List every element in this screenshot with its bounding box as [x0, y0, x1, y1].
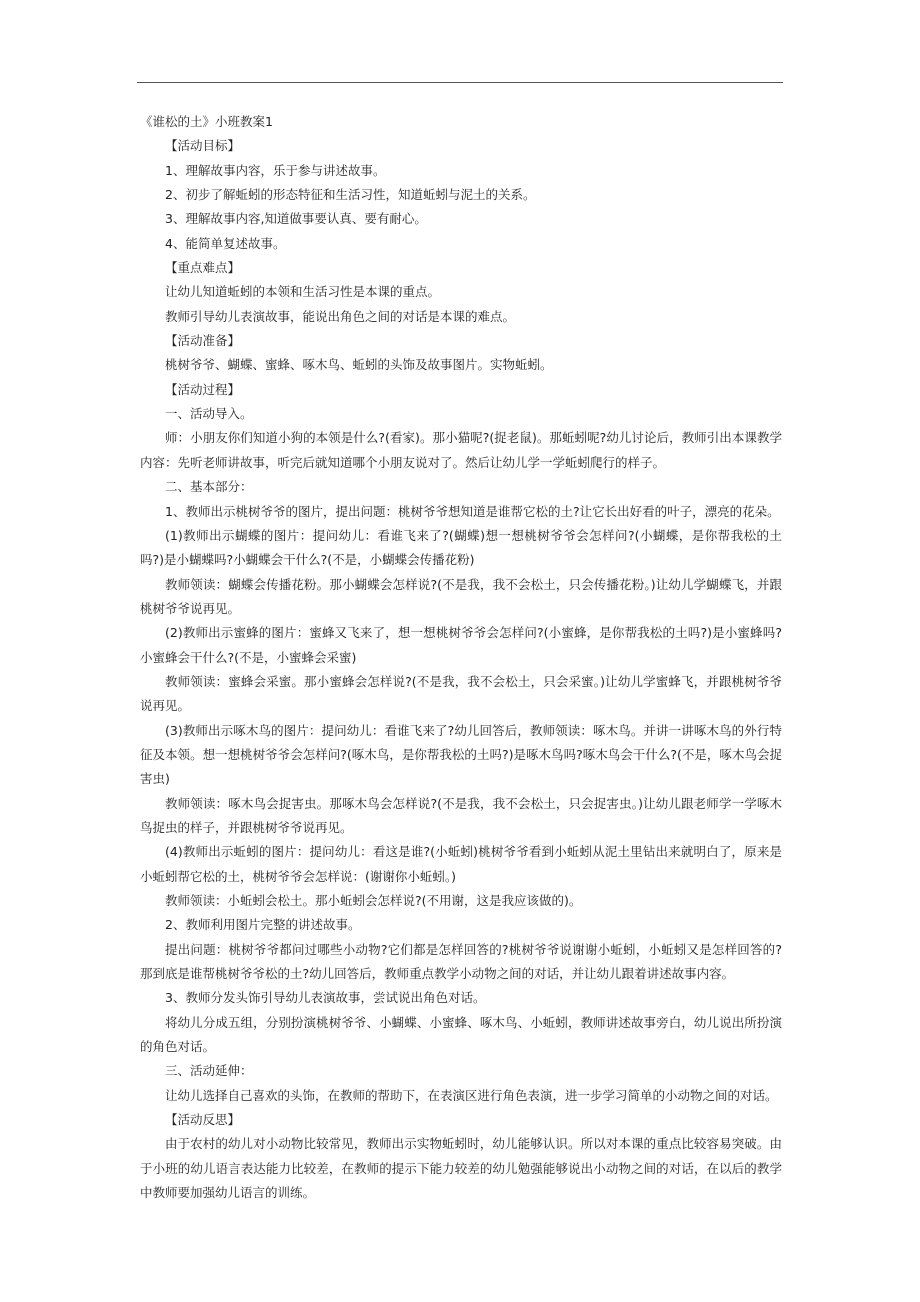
paragraph: 2、教师利用图片完整的讲述故事。: [165, 917, 361, 933]
paragraph: 教师领读：啄木鸟会捉害虫。那啄木鸟会怎样说?(不是我，我不会松土，只会捉害虫。)让幼儿跟老师学一学啄木鸟捉虫的样子，并跟桃树爷爷说再见。: [140, 795, 782, 835]
heading-reflection: 【活动反思】: [165, 1112, 241, 1128]
paragraph: 三、活动延伸：: [165, 1063, 253, 1079]
paragraph: 3、理解故事内容,知道做事要认真、要有耐心。: [165, 211, 427, 227]
paragraph: 让幼儿知道蚯蚓的本领和生活习性是本课的重点。: [165, 284, 441, 300]
paragraph: 让幼儿选择自己喜欢的头饰，在教师的帮助下，在表演区进行角色表演，进一步学习简单的小动物之间的对话。: [165, 1087, 778, 1103]
paragraph: 将幼儿分成五组，分别扮演桃树爷爷、小蝴蝶、小蜜蜂、啄木鸟、小蚯蚓，教师讲述故事旁白，幼儿说出所扮演的角色对话。: [140, 1014, 782, 1055]
heading-key-points: 【重点难点】: [165, 260, 241, 276]
paragraph: 由于农村的幼儿对小动物比较常见，教师出示实物蚯蚓时，幼儿能够认识。所以对本课的重点比较容易突破。由于小班的幼儿语言表达能力比较差，在教师的提示下能力较差的幼儿勉强能够说出小动物之间的对话，在以后的教学中教师要加强幼儿语言的训练。: [140, 1136, 782, 1201]
paragraph: 提出问题：桃树爷爷都问过哪些小动物?它们都是怎样回答的?桃树爷爷说谢谢小蚯蚓，小蚯蚓又是怎样回答的?那到底是谁帮桃树爷爷松的土?幼儿回答后，教师重点教学小动物之间的对话，并让幼儿跟着讲述故事内容。: [140, 941, 782, 982]
paragraph: 教师引导幼儿表演故事，能说出角色之间的对话是本课的难点。: [165, 308, 516, 324]
header-rule: [137, 82, 783, 83]
paragraph: 4、能简单复述故事。: [165, 235, 286, 251]
paragraph: 3、教师分发头饰引导幼儿表演故事，尝试说出角色对话。: [165, 990, 486, 1006]
paragraph: 1、理解故事内容，乐于参与讲述故事。: [165, 162, 386, 178]
paragraph: (2)教师出示蜜蜂的图片：蜜蜂又飞来了，想一想桃树爷爷会怎样问?(小蜜蜂，是你帮我松的土吗?)是小蜜蜂吗?小蜜蜂会干什么?(不是，小蜜蜂会采蜜): [140, 625, 782, 665]
paragraph: 教师领读：蝴蝶会传播花粉。那小蝴蝶会怎样说?(不是我，我不会松土，只会传播花粉。)让幼儿学蝴蝶飞，并跟桃树爷爷说再见。: [140, 576, 782, 616]
paragraph: 二、基本部分：: [165, 479, 253, 495]
document-title: 《谁松的土》小班教案1: [140, 114, 273, 129]
document-body: [140, 110, 782, 1205]
paragraph: 师：小朋友你们知道小狗的本领是什么?(看家)。那小猫呢?(捉老鼠)。那蚯蚓呢?幼儿讨论后，教师引出本课教学内容：先听老师讲故事，听完后就知道哪个小朋友说对了。然后让幼儿学一学蚯蚓爬行的样子。: [140, 430, 782, 470]
paragraph: 2、初步了解蚯蚓的形态特征和生活习性，知道蚯蚓与泥土的关系。: [165, 187, 536, 203]
paragraph: 教师领读：小蚯蚓会松土。那小蚯蚓会怎样说?(不用谢，这是我应该做的)。: [165, 893, 582, 908]
heading-preparation: 【活动准备】: [165, 333, 241, 349]
paragraph: 1、教师出示桃树爷爷的图片，提出问题：桃树爷爷想知道是谁帮它松的土?让它长出好看的叶子，漂亮的花朵。: [165, 503, 780, 519]
paragraph: (1)教师出示蝴蝶的图片：提问幼儿：看谁飞来了?(蝴蝶)想一想桃树爷爷会怎样问?(小蝴蝶，是你帮我松的土吗?)是小蝴蝶吗?小蝴蝶会干什么?(不是，小蝴蝶会传播花粉): [140, 527, 782, 568]
heading-process: 【活动过程】: [165, 381, 241, 397]
paragraph: 桃树爷爷、蝴蝶、蜜蜂、啄木鸟、蚯蚓的头饰及故事图片。实物蚯蚓。: [165, 357, 553, 373]
heading-objectives: 【活动目标】: [165, 138, 241, 154]
paragraph: (3)教师出示啄木鸟的图片：提问幼儿：看谁飞来了?幼儿回答后，教师领读：啄木鸟。并讲一讲啄木鸟的外行特征及本领。想一想桃树爷爷会怎样问?(啄木鸟，是你帮我松的土吗?)是啄木鸟吗?啄木鸟会干什么?(不是，啄木鸟会捉害虫): [140, 722, 782, 787]
paragraph: 教师领读：蜜蜂会采蜜。那小蜜蜂会怎样说?(不是我，我不会松土，只会采蜜。)让幼儿学蜜蜂飞，并跟桃树爷爷说再见。: [140, 673, 782, 714]
paragraph: (4)教师出示蚯蚓的图片：提问幼儿：看这是谁?(小蚯蚓)桃树爷爷看到小蚯蚓从泥土里钻出来就明白了，原来是小蚯蚓帮它松的土，桃树爷爷会怎样说：(谢谢你小蚯蚓。): [140, 844, 782, 884]
paragraph: 一、活动导入。: [165, 406, 253, 422]
